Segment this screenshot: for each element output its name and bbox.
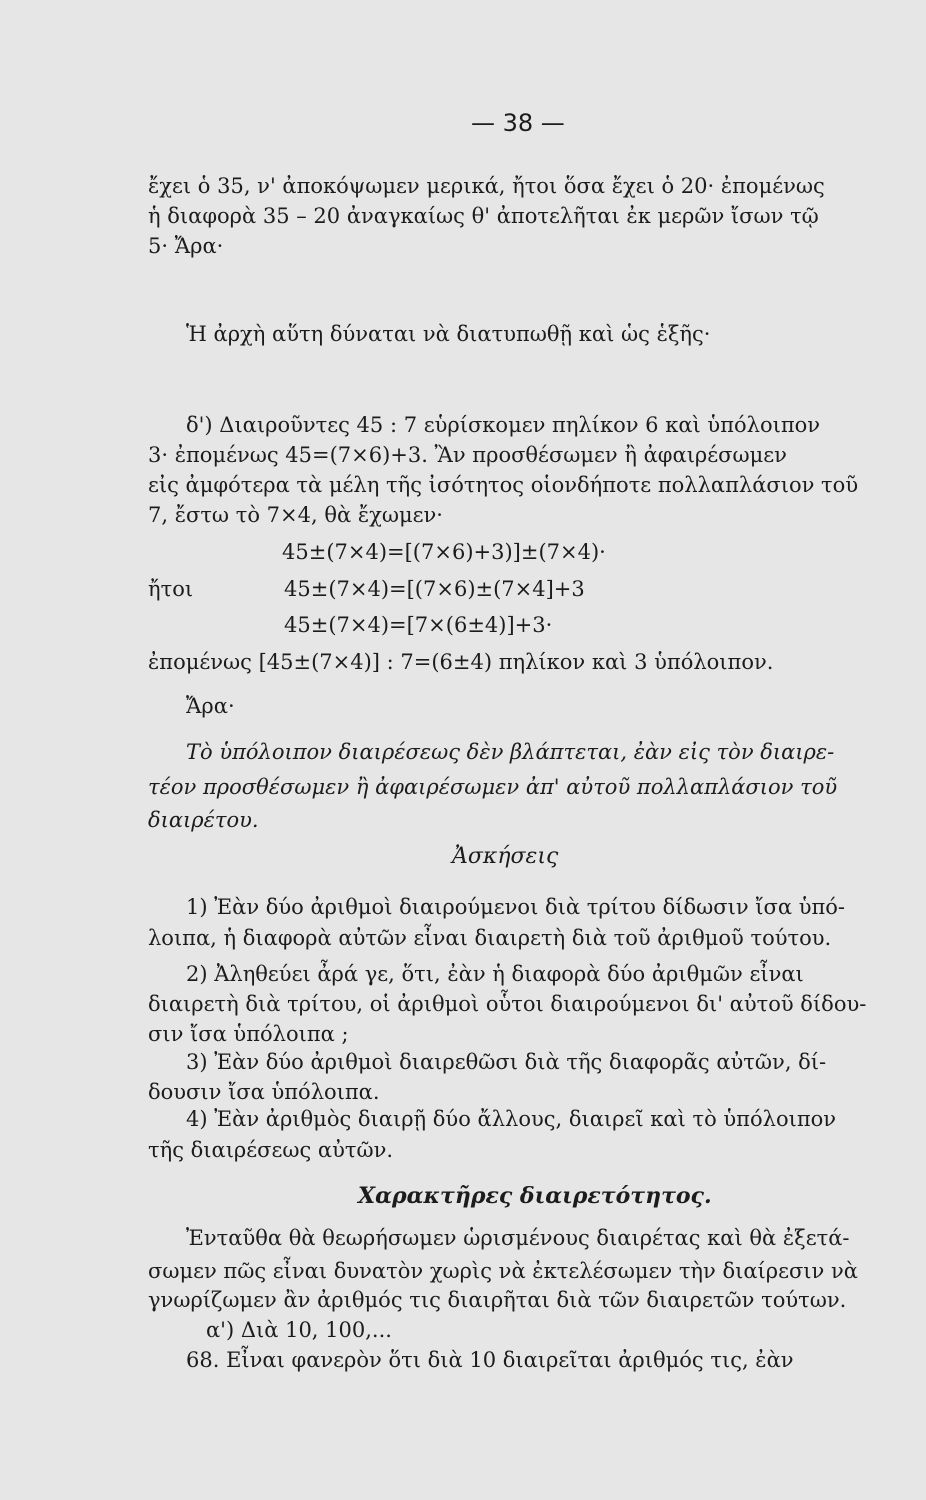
text-line: ἔχει ὁ 35, ν' ἀποκόψωμεν μερικά, ἤτοι ὅσα ἔχει ὁ 20· ἐπομένως — [148, 174, 825, 198]
equation-prefix: ἤτοι — [148, 577, 194, 601]
subsection-title: α') Διὰ 10, 100,... — [206, 1318, 392, 1342]
equation-line: 45±(7×4)=[(7×6)+3)]±(7×4)· — [282, 540, 606, 564]
text-line: γνωρίζωμεν ἂν ἀριθμός τις διαιρῆται διὰ τῶν διαιρετῶν τούτων. — [148, 1288, 847, 1312]
text-line: εἰς ἀμφότερα τὰ μέλη τῆς ἰσότητος οἱονδήποτε πολλαπλάσιον τοῦ — [148, 473, 859, 497]
exercise-line: σιν ἴσα ὑπόλοιπα ; — [148, 1022, 349, 1046]
text-line: 5· Ἄρα· — [148, 234, 224, 258]
exercise-line: 3) Ἐὰν δύο ἀριθμοὶ διαιρεθῶσι διὰ τῆς διαφορᾶς αὐτῶν, δί- — [186, 1050, 827, 1074]
text-line: Ἐνταῦθα θὰ θεωρήσωμεν ὡρισμένους διαιρέτας καὶ θὰ ἐξετά- — [186, 1226, 850, 1250]
ara-label: Ἄρα· — [186, 694, 235, 718]
text-line: 68. Εἶναι φανερὸν ὅτι διὰ 10 διαιρεῖται ἀριθμός τις, ἐὰν — [186, 1348, 794, 1372]
rule-text-line: διαιρέτου. — [148, 808, 259, 832]
exercise-line: τῆς διαιρέσεως αὐτῶν. — [148, 1138, 394, 1162]
exercise-line: λοιπα, ἡ διαφορὰ αὐτῶν εἶναι διαιρετὴ διὰ τοῦ ἀριθμοῦ τούτου. — [148, 926, 832, 950]
exercise-line: διαιρετὴ διὰ τρίτου, οἱ ἀριθμοὶ οὗτοι διαιρούμενοι δι' αὐτοῦ δίδου- — [148, 992, 867, 1016]
text-line: Ἡ ἀρχὴ αὕτη δύναται νὰ διατυπωθῇ καὶ ὡς ἑξῆς· — [186, 322, 711, 346]
exercises-heading: Ἀσκήσεις — [452, 844, 559, 869]
equation-line: 45±(7×4)=[7×(6±4)]+3· — [284, 613, 553, 637]
text-line: δ') Διαιροῦντες 45 : 7 εὑρίσκομεν πηλίκον 6 καὶ ὑπόλοιπον — [186, 413, 821, 437]
exercise-line: 2) Ἀληθεύει ἆρά γε, ὅτι, ἐὰν ἡ διαφορὰ δύο ἀριθμῶν εἶναι — [186, 962, 804, 986]
text-line: 7, ἔστω τὸ 7×4, θὰ ἔχωμεν· — [148, 503, 443, 527]
text-line: ἡ διαφορὰ 35 – 20 ἀναγκαίως θ' ἀποτελῆται ἐκ μερῶν ἴσων τῷ — [148, 204, 819, 228]
exercise-line: 1) Ἐὰν δύο ἀριθμοὶ διαιρούμενοι διὰ τρίτου δίδωσιν ἴσα ὑπό- — [186, 895, 846, 919]
page-number: — 38 — — [471, 109, 565, 137]
text-line: σωμεν πῶς εἶναι δυνατὸν χωρὶς νὰ ἐκτελέσωμεν τὴν διαίρεσιν νὰ — [148, 1259, 858, 1283]
text-line: 3· ἐπομένως 45=(7×6)+3. Ἂν προσθέσωμεν ἢ ἀφαιρέσωμεν — [148, 443, 787, 467]
characters-heading: Χαρακτῆρες διαιρετότητος. — [358, 1183, 712, 1209]
exercise-line: δουσιν ἴσα ὑπόλοιπα. — [148, 1080, 380, 1104]
rule-text-line: Τὸ ὑπόλοιπον διαιρέσεως δὲν βλάπτεται, ἐὰν εἰς τὸν διαιρε- — [186, 740, 835, 764]
equation-line: ἐπομένως [45±(7×4)] : 7=(6±4) πηλίκον καὶ 3 ὑπόλοιπον. — [148, 650, 774, 674]
rule-text-line: τέον προσθέσωμεν ἢ ἀφαιρέσωμεν ἀπ' αὐτοῦ πολλαπλάσιον τοῦ — [148, 775, 838, 799]
exercise-line: 4) Ἐὰν ἀριθμὸς διαιρῇ δύο ἄλλους, διαιρεῖ καὶ τὸ ὑπόλοιπον — [186, 1107, 837, 1131]
equation-line: 45±(7×4)=[(7×6)±(7×4]+3 — [284, 577, 585, 601]
